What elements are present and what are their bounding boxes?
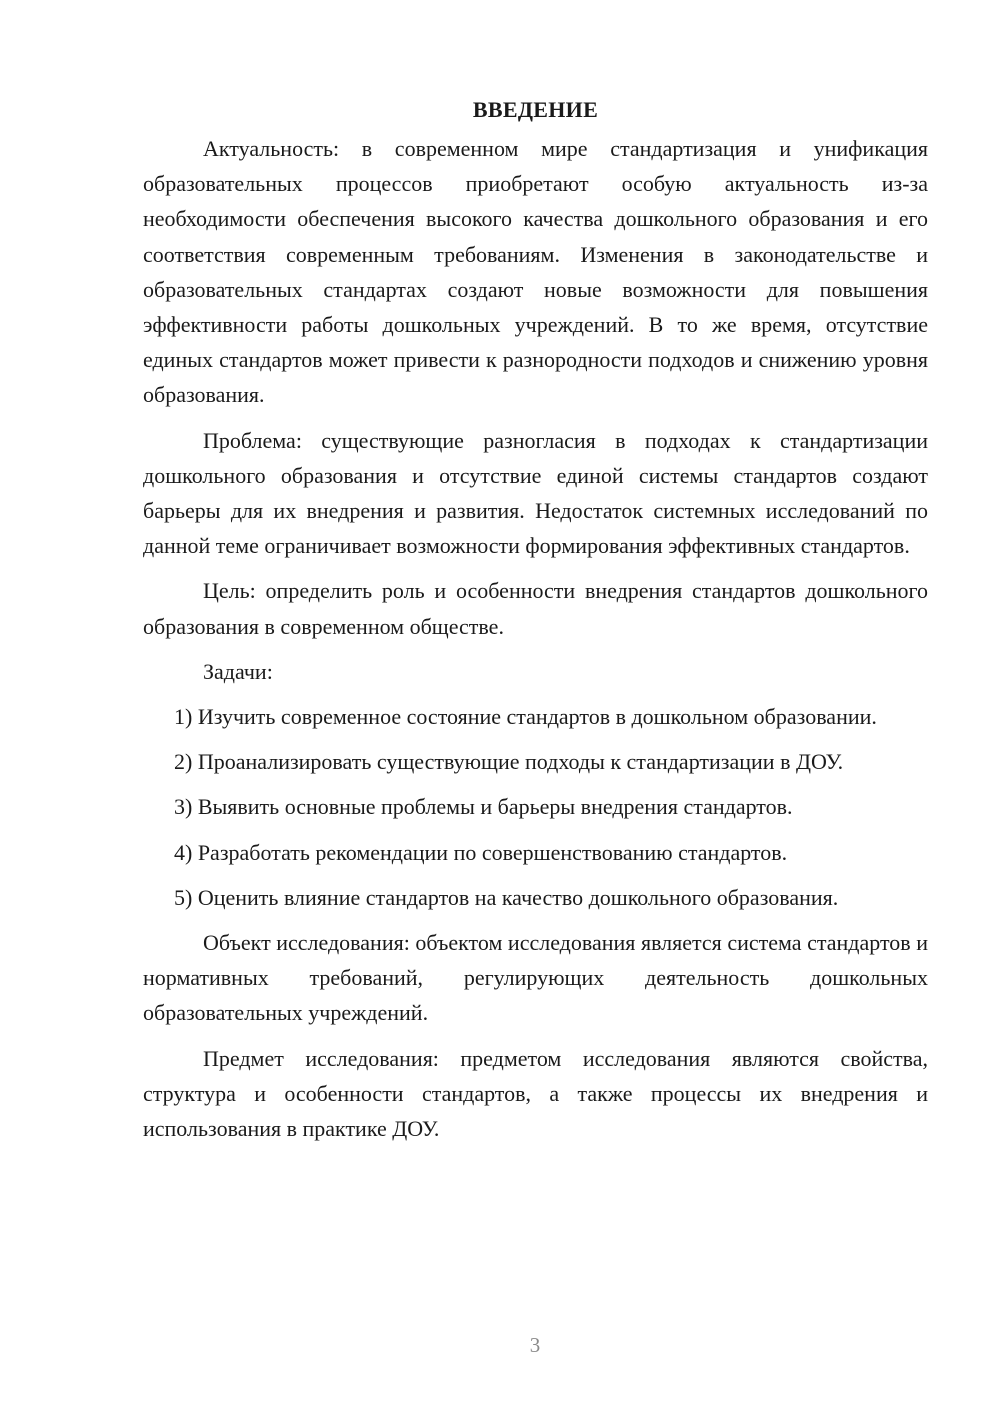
task-item: 2) Проанализировать существующие подходы к стандартизации в ДОУ.	[174, 749, 844, 775]
section-heading: ВВЕДЕНИЕ	[472, 97, 599, 122]
relevance-paragraph: Актуальность: в современном мире стандартизация и унификация образовательных процессов приобретают особую актуальность из-за необходимости обеспечения высокого качества дошкольного образования и его соответствия современным требованиям. Изменения в законодательстве и образовательных стандартах создают новые возможности для повышения эффективности работы дошкольных учреждений. В то же время, отсутствие единых стандартов может привести к разнородности подходов и снижению уровня образования.	[143, 136, 928, 408]
object-paragraph: Объект исследования: объектом исследования является система стандартов и нормативных требований, регулирующих деятельность дошкольных образовательных учреждений.	[143, 930, 928, 1026]
subject-paragraph: Предмет исследования: предметом исследования являются свойства, структура и особенности стандартов, а также процессы их внедрения и использования в практике ДОУ.	[143, 1045, 928, 1142]
task-item: 5) Оценить влияние стандартов на качество дошкольного образования.	[174, 884, 839, 910]
goal-paragraph: Цель: определить роль и особенности внедрения стандартов дошкольного образования в современном обществе.	[143, 578, 928, 639]
page-number: 3	[529, 1333, 541, 1357]
problem-paragraph: Проблема: существующие разногласия в подходах к стандартизации дошкольного образования и отсутствие единой системы стандартов создают барьеры для их внедрения и развития. Недостаток системных исследований по данной теме ограничивает возможности формирования эффективных стандартов.	[143, 427, 928, 559]
task-item: 3) Выявить основные проблемы и барьеры внедрения стандартов.	[174, 794, 793, 820]
tasks-heading: Задачи:	[203, 658, 273, 684]
task-item: 4) Разработать рекомендации по совершенствованию стандартов.	[174, 839, 788, 865]
document-page	[143, 92, 928, 1146]
task-item: 1) Изучить современное состояние стандартов в дошкольном образовании.	[174, 704, 877, 730]
